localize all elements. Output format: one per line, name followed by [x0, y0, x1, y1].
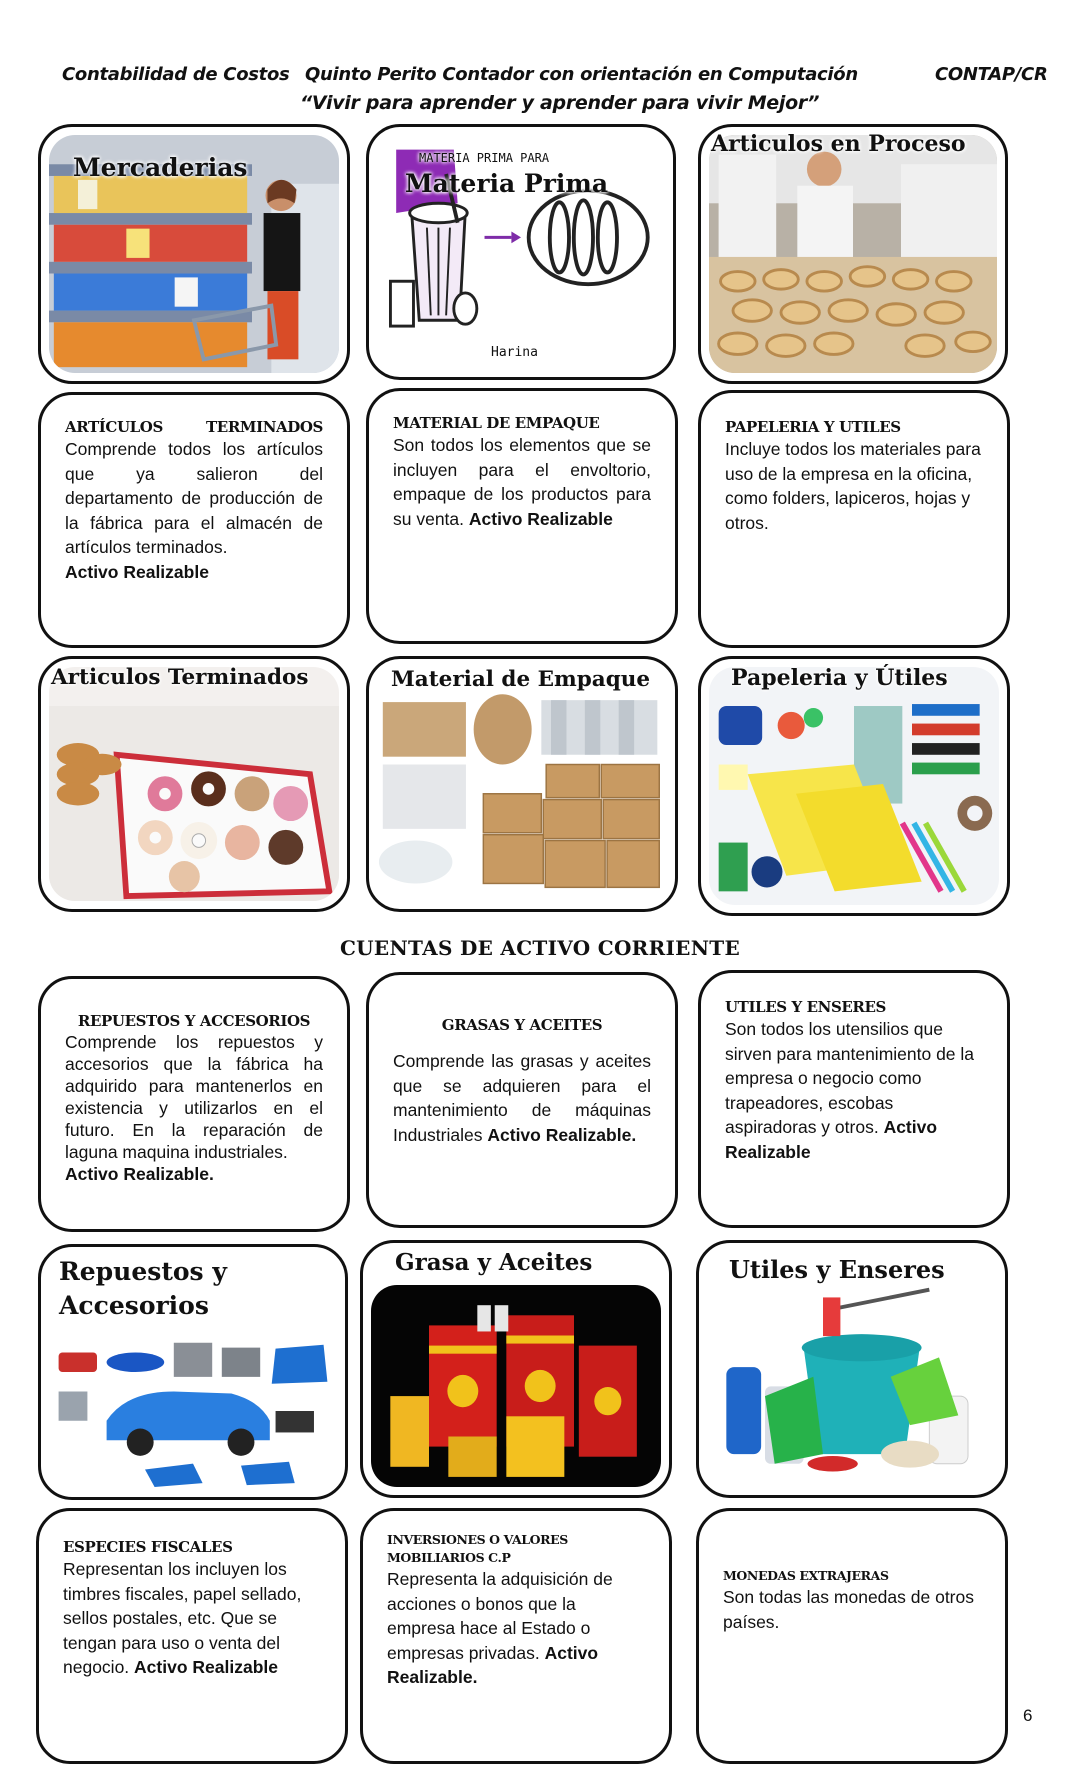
image-title-grasa: Grasa y Aceites	[395, 1249, 593, 1276]
image-card-papeleria	[698, 656, 1010, 916]
header-course: Contabilidad de Costos	[62, 64, 290, 85]
header-brand: CONTAP/CR	[935, 64, 1048, 85]
card-tag-especies: Activo Realizable	[134, 1657, 278, 1677]
card-monedas-extranjeras	[696, 1508, 1008, 1764]
image-title-material-empaque: Material de Empaque	[391, 667, 651, 692]
page-number: 6	[1023, 1706, 1033, 1725]
card-title-terminados: TERMINADOS	[206, 418, 323, 436]
image-title-articulos-terminados: Articulos Terminados	[51, 665, 309, 690]
card-title-papeleria: PAPELERIA Y UTILES	[725, 418, 901, 436]
office-supplies-photo	[709, 667, 999, 905]
header-motto: “Vivir para aprender y aprender para vivir Mejor”	[300, 92, 820, 114]
card-body-inversiones: Representa la adquisición de acciones o bonos que la empresa hace al Estado o empresas privadas.	[387, 1569, 613, 1663]
image-card-material-empaque	[366, 656, 678, 912]
header-program: Quinto Perito Contador con orientación en Computación	[305, 64, 858, 85]
image-card-articulos-proceso	[698, 124, 1008, 384]
flour-bag-label: MATERIA PRIMA PARA	[419, 151, 550, 165]
card-title-articulos: ARTÍCULOS	[65, 418, 163, 436]
packaging-photo	[377, 667, 667, 901]
card-tag-material-empaque: Activo Realizable	[468, 508, 613, 529]
image-title-repuestos-line2: Accesorios	[59, 1291, 209, 1320]
image-title-utiles: Utiles y Enseres	[729, 1255, 945, 1284]
card-body-material-empaque: Son todos los elementos que se incluyen para el envoltorio, empaque de los productos para su venta.	[393, 435, 651, 529]
card-title-material-empaque: MATERIAL DE EMPAQUE	[393, 414, 600, 432]
card-title-repuestos: REPUESTOS Y ACCESORIOS	[77, 1012, 311, 1030]
card-inversiones	[360, 1508, 672, 1764]
card-body-repuestos: Comprende los repuestos y accesorios que la fábrica ha adquirido para mantenerlos en existencia y utilizarlos en el futuro. En la reparación de laguna maquina industriales.	[65, 1032, 323, 1162]
card-body-articulos-terminados: Comprende todos los artículos que ya salieron del departamento de producción de la fábrica para el almacén de artículos terminados.	[65, 439, 323, 557]
image-card-mercaderias	[38, 124, 350, 384]
card-tag-articulos-terminados: Activo Realizable	[65, 561, 209, 582]
image-title-materia-prima: Materia Prima	[405, 169, 609, 198]
cleaning-supplies-photo	[707, 1251, 997, 1487]
card-body-grasas: Comprende las grasas y aceites que se adquieren para el mantenimiento de máquinas Industriales	[393, 1051, 651, 1145]
image-card-utiles-enseres	[696, 1240, 1008, 1498]
card-title-grasas: GRASAS Y ACEITES	[441, 1016, 603, 1034]
image-title-articulos-proceso: Articulos en Proceso	[711, 131, 966, 157]
image-title-papeleria: Papeleria y Útiles	[731, 665, 948, 691]
card-title-utiles: UTILES Y ENSERES	[725, 998, 886, 1016]
image-title-repuestos-line1: Repuestos y	[59, 1257, 227, 1286]
image-card-repuestos	[38, 1244, 348, 1500]
oil-drums-photo	[371, 1285, 661, 1487]
card-tag-utiles: Activo Realizable	[725, 1117, 938, 1162]
card-body-utiles: Son todos los utensilios que sirven para mantenimiento de la empresa o negocio como trapeadores, escobas aspiradoras y otros.	[725, 1019, 975, 1137]
bakers-photo	[709, 135, 997, 373]
card-body-monedas: Son todas las monedas de otros países.	[723, 1587, 974, 1632]
card-utiles-enseres	[698, 970, 1010, 1228]
card-title-monedas: MONEDAS EXTRAJERAS	[723, 1568, 889, 1583]
card-grasas-aceites	[366, 972, 678, 1228]
card-tag-inversiones: Activo Realizable.	[387, 1642, 599, 1687]
card-papeleria-utiles	[698, 390, 1010, 648]
card-body-especies: Representan los incluyen los timbres fiscales, papel sellado, sellos postales, etc. Que se tengan para uso o venta del negocio.	[63, 1559, 302, 1677]
card-articulos-terminados	[38, 392, 350, 648]
image-title-mercaderias: Mercaderias	[73, 153, 248, 182]
card-especies-fiscales	[36, 1508, 348, 1764]
card-repuestos-accesorios	[38, 976, 350, 1232]
card-title-inversiones-line2: MOBILIARIOS C.P	[387, 1550, 511, 1565]
card-title-inversiones-line1: INVERSIONES O VALORES	[387, 1532, 568, 1547]
image-card-grasa-aceites	[360, 1240, 672, 1498]
card-title-especies: ESPECIES FISCALES	[63, 1538, 233, 1556]
card-body-papeleria: Incluye todos los materiales para uso de la empresa en la oficina, como folders, lapiceros, hojas y otros.	[725, 439, 981, 533]
image-card-materia-prima	[366, 124, 676, 380]
donut-box-photo	[49, 667, 339, 901]
card-material-empaque	[366, 388, 678, 644]
harina-label: Harina	[491, 345, 538, 360]
card-tag-repuestos: Activo Realizable.	[65, 1164, 214, 1184]
section-title: CUENTAS DE ACTIVO CORRIENTE	[339, 936, 741, 960]
image-card-articulos-terminados	[38, 656, 350, 912]
card-tag-grasas: Activo Realizable.	[487, 1124, 637, 1145]
